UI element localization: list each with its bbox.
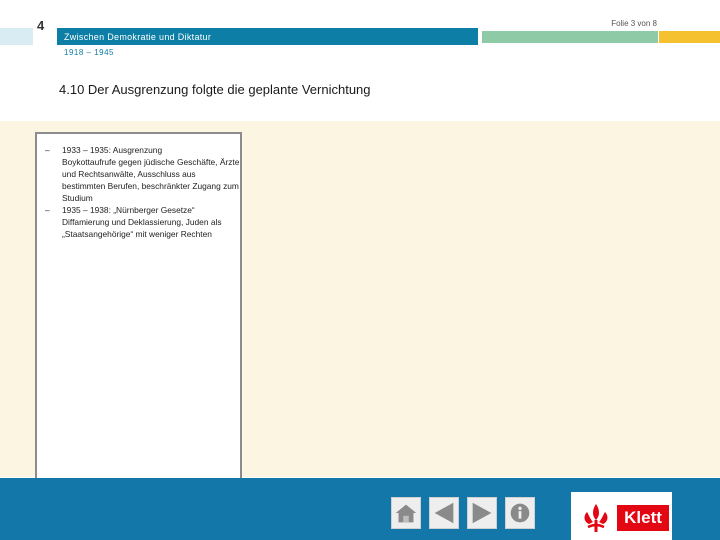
home-icon (392, 498, 420, 528)
header-accent-bar (0, 28, 33, 45)
section-title: 4.10 Der Ausgrenzung folgte die geplante Vernichtung (59, 82, 371, 97)
content-list (45, 144, 240, 240)
list-dash: – (45, 205, 50, 215)
text-panel[interactable] (35, 132, 242, 480)
list-dash: – (45, 145, 50, 155)
forward-arrow-icon (468, 498, 496, 528)
chapter-number: 4 (37, 18, 45, 33)
slide-counter: Folie 3 von 8 (611, 19, 657, 28)
klett-logo (571, 492, 672, 540)
period-label: 1918 – 1945 (64, 48, 114, 57)
header-yellow-bar (659, 31, 720, 43)
list-item (45, 204, 240, 240)
home-button[interactable] (391, 497, 421, 529)
chapter-title: Zwischen Demokratie und Diktatur (64, 32, 212, 42)
klett-emblem-icon (577, 500, 615, 536)
list-item-text: 1933 – 1935: Ausgrenzung Boykottaufrufe gegen jüdische Geschäfte, Ärzte und Rechtsanwälte, Ausschluss aus bestimmten Berufen, beschränkter Zugang zum Studium (62, 145, 240, 203)
klett-wordmark: Klett (617, 505, 669, 531)
back-arrow-icon (430, 498, 458, 528)
header-green-bar (482, 31, 658, 43)
list-item (45, 144, 240, 204)
list-item-text: 1935 – 1938: „Nürnberger Gesetze“ Diffamierung und Deklassierung, Juden als „Staatsangehörige“ mit weniger Rechten (62, 205, 222, 239)
info-icon (506, 498, 534, 528)
info-button[interactable] (505, 497, 535, 529)
forward-button[interactable] (467, 497, 497, 529)
back-button[interactable] (429, 497, 459, 529)
